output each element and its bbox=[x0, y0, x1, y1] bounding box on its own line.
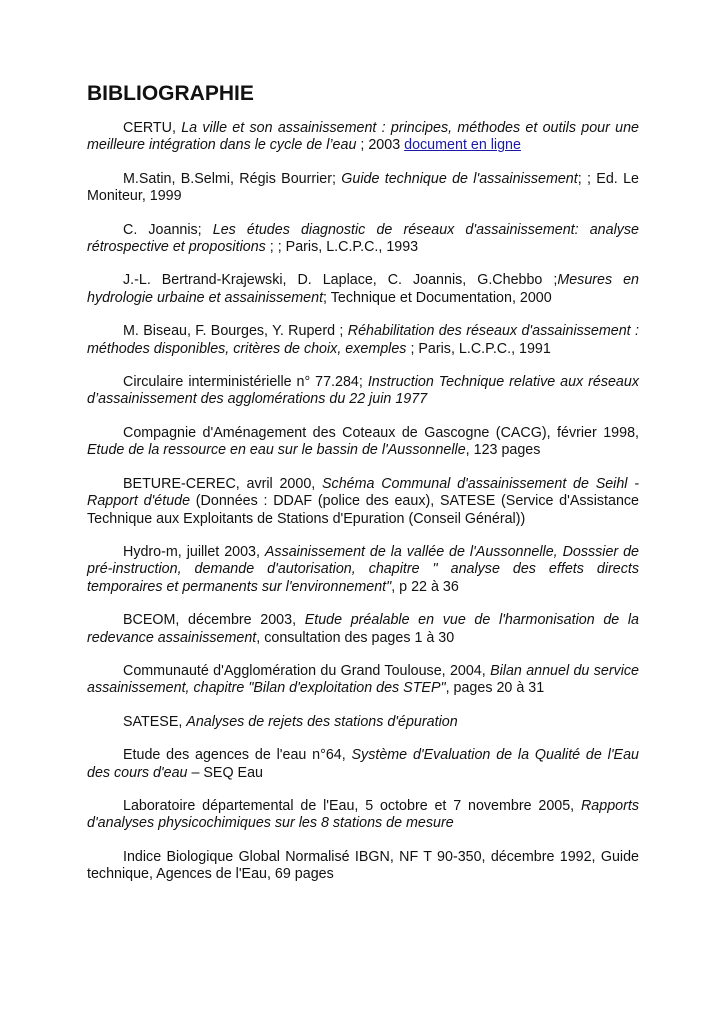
bibliography-list bbox=[87, 120, 639, 884]
document-page bbox=[87, 82, 639, 900]
bibliography-entry bbox=[87, 425, 639, 460]
entry-title-text: Assainissement de la vallée de l'Aussonnelle, Dosssier de pré-instruction, demande d'autorisation, chapitre " analyse des effets directs temporaires et permanents sur l'environnement" bbox=[87, 543, 639, 595]
entry-text: (Données : DDAF (police des eaux), SATESE (Service d'Assistance Technique aux Exploitants de Stations d'Epuration (Conseil Général)) bbox=[87, 493, 639, 527]
entry-text: J.-L. Bertrand-Krajewski, D. Laplace, C. Joannis, G.Chebbo ; bbox=[123, 272, 558, 289]
entry-text: – SEQ Eau bbox=[187, 764, 263, 781]
entry-text: ; Technique et Documentation, 2000 bbox=[323, 289, 552, 306]
entry-text: ; ; Paris, L.C.P.C., 1993 bbox=[265, 239, 419, 256]
entry-text: SATESE, bbox=[123, 713, 187, 730]
page-title: BIBLIOGRAPHIE bbox=[87, 82, 254, 105]
bibliography-entry bbox=[87, 798, 639, 833]
entry-text: , 123 pages bbox=[465, 442, 541, 459]
bibliography-entry bbox=[87, 374, 639, 409]
entry-text: Circulaire interministérielle n° 77.284; bbox=[123, 374, 368, 391]
entry-title-text: Système d'Evaluation de la Qualité de l'Eau des cours d'eau bbox=[87, 747, 639, 781]
entry-text: M. Biseau, F. Bourges, Y. Ruperd ; bbox=[123, 323, 348, 340]
entry-text: CERTU, bbox=[123, 120, 182, 136]
entry-title-text: Rapports d'analyses physicochimiques sur les 8 stations de mesure bbox=[87, 797, 639, 832]
entry-text: C. Joannis; bbox=[123, 221, 213, 238]
bibliography-entry bbox=[87, 714, 639, 731]
entry-title-text: Mesures en hydrologie urbaine et assainissement bbox=[87, 272, 639, 306]
entry-text: , pages 20 à 31 bbox=[445, 680, 545, 697]
entry-text: Laboratoire départemental de l'Eau, 5 octobre et 7 novembre 2005, bbox=[123, 797, 581, 814]
entry-title-text: Bilan annuel du service assainissement, chapitre "Bilan d'exploitation des STEP" bbox=[87, 662, 639, 697]
entry-text: , p 22 à 36 bbox=[391, 578, 459, 595]
entry-text: Compagnie d'Aménagement des Coteaux de Gascogne (CACG), février 1998, bbox=[123, 424, 639, 441]
bibliography-entry bbox=[87, 663, 639, 698]
entry-title-text: Les études diagnostic de réseaux d'assainissement: analyse rétrospective et propositions bbox=[87, 221, 639, 256]
entry-text: ; Paris, L.C.P.C., 1991 bbox=[406, 340, 551, 357]
entry-text: BETURE-CEREC, avril 2000, bbox=[123, 475, 323, 492]
entry-text: Hydro-m, juillet 2003, bbox=[123, 543, 265, 560]
entry-title-text: Etude préalable en vue de l'harmonisation de la redevance assainissement bbox=[87, 612, 639, 646]
bibliography-entry bbox=[87, 476, 639, 528]
entry-text: M.Satin, B.Selmi, Régis Bourrier; bbox=[123, 170, 342, 187]
bibliography-entry bbox=[87, 222, 639, 257]
entry-text: Etude des agences de l'eau n°64, bbox=[123, 747, 352, 764]
entry-text: Indice Biologique Global Normalisé IBGN, NF T 90-350, décembre 1992, Guide technique, Agences de l'Eau, 69 pages bbox=[87, 848, 639, 883]
entry-title-text: Analyses de rejets des stations d'épuration bbox=[186, 713, 458, 730]
entry-title-text: La ville et son assainissement : principes, méthodes et outils pour une meilleure intégration dans le cycle de l’eau bbox=[87, 120, 639, 154]
bibliography-entry bbox=[87, 272, 639, 307]
bibliography-entry bbox=[87, 171, 639, 206]
entry-text: ; ; Ed. Le Moniteur, 1999 bbox=[87, 170, 639, 205]
entry-title-text: Guide technique de l'assainissement bbox=[341, 170, 578, 187]
document-link[interactable]: document en ligne bbox=[404, 137, 521, 154]
bibliography-entry bbox=[87, 120, 639, 155]
entry-text: Communauté d'Agglomération du Grand Toulouse, 2004, bbox=[123, 662, 491, 679]
bibliography-entry bbox=[87, 612, 639, 647]
entry-title-text: Schéma Communal d'assainissement de Seihl - Rapport d'étude bbox=[87, 475, 639, 510]
entry-title-text: Instruction Technique relative aux réseaux d’assainissement des agglomérations du 22 juin 1977 bbox=[87, 374, 639, 408]
entry-text: , consultation des pages 1 à 30 bbox=[256, 629, 455, 646]
entry-text: ; 2003 bbox=[356, 137, 405, 154]
entry-text: BCEOM, décembre 2003, bbox=[123, 612, 305, 629]
entry-title-text: Etude de la ressource en eau sur le bassin de l'Aussonnelle bbox=[87, 442, 466, 459]
entry-title-text: Réhabilitation des réseaux d'assainissement : méthodes disponibles, critères de choix, exemples bbox=[87, 323, 639, 357]
bibliography-entry bbox=[87, 544, 639, 596]
bibliography-entry bbox=[87, 323, 639, 358]
bibliography-entry bbox=[87, 747, 639, 782]
bibliography-entry bbox=[87, 849, 639, 884]
